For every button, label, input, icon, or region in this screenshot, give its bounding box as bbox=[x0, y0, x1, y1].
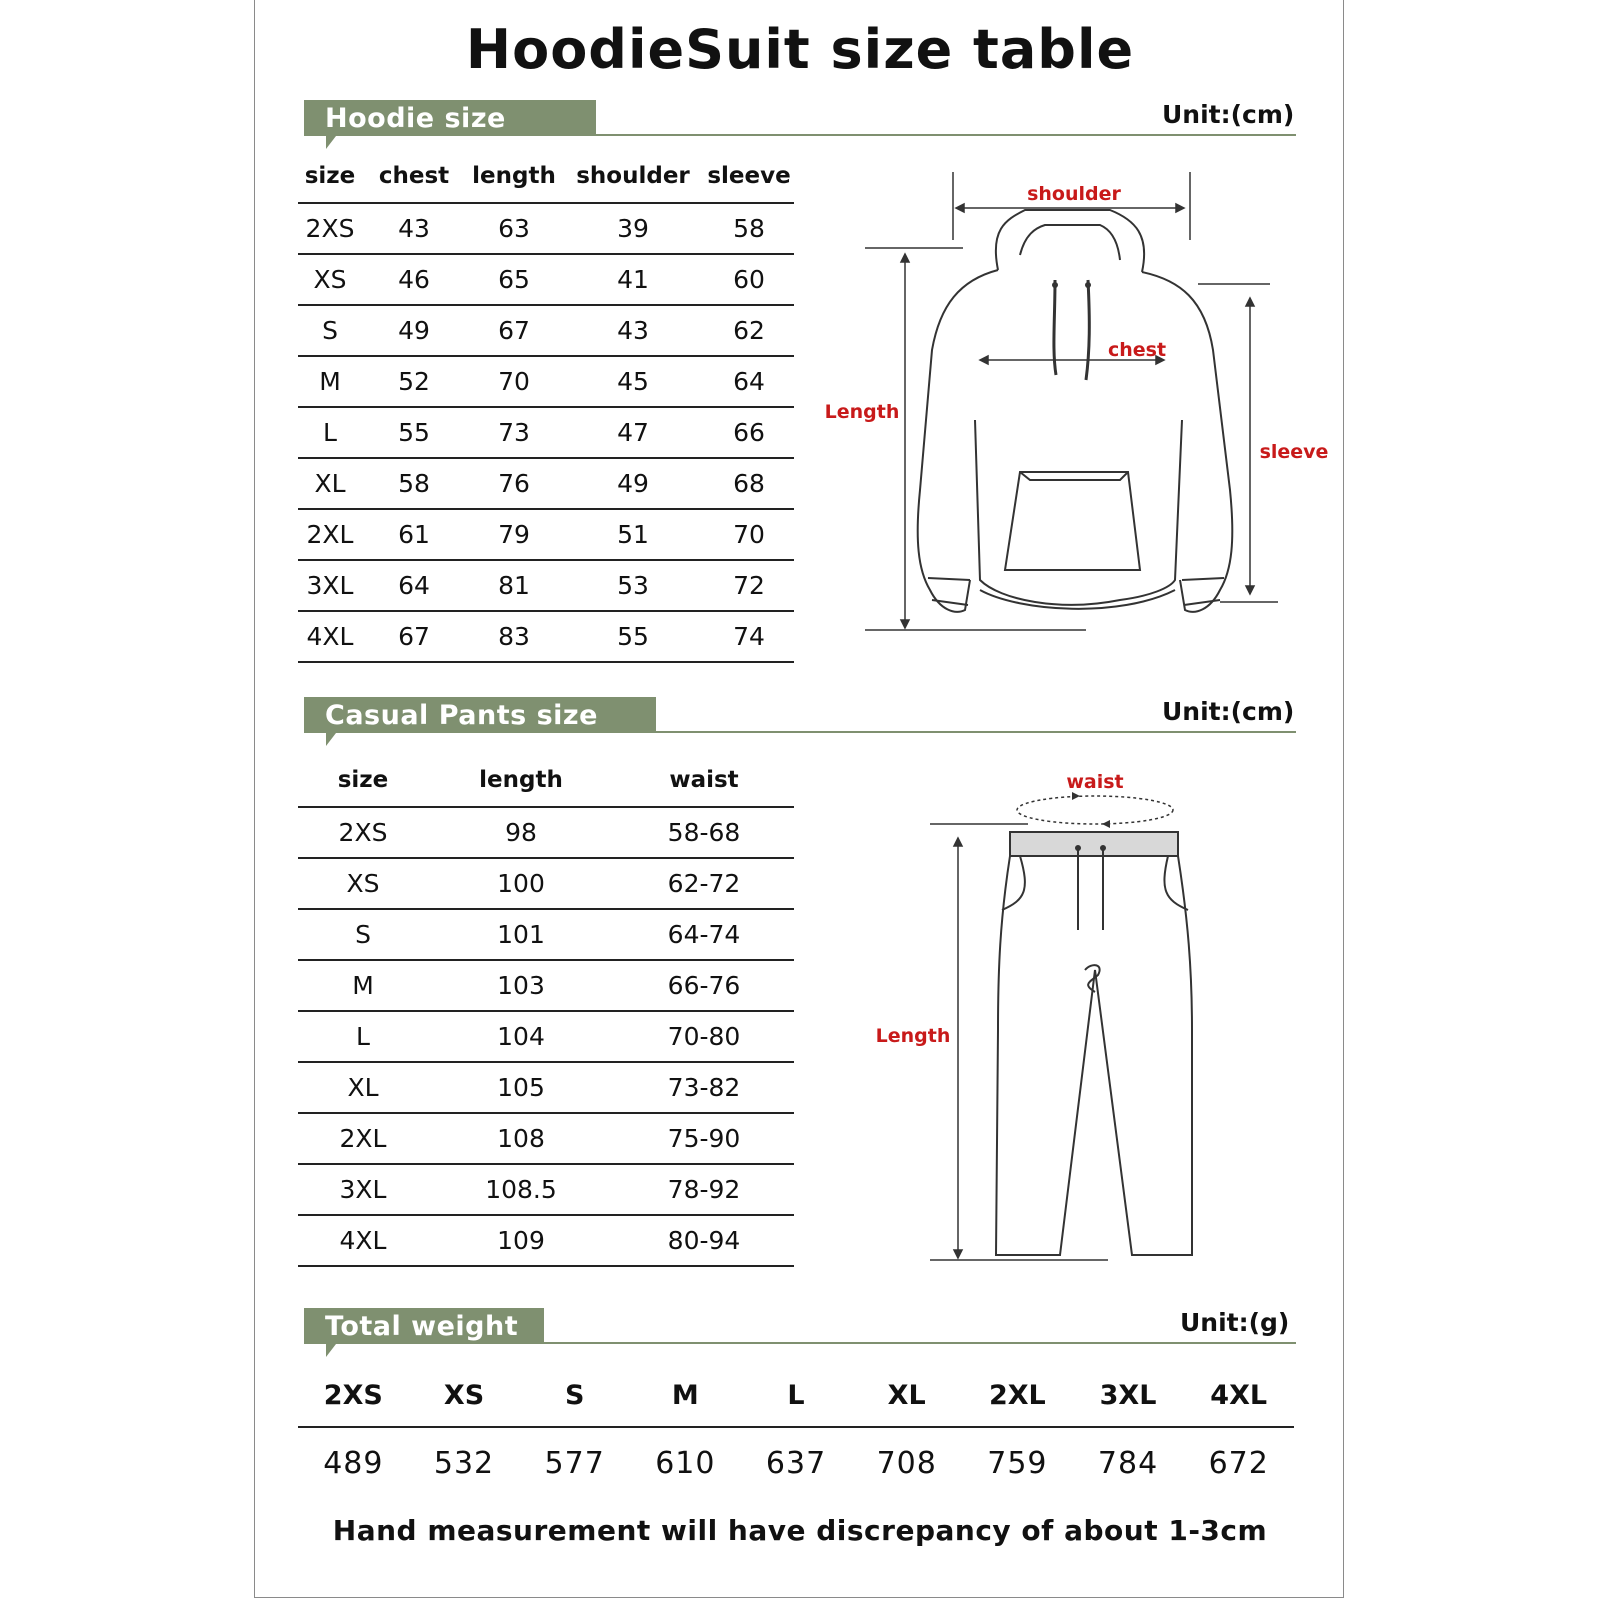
pants-section-rule bbox=[304, 731, 1296, 733]
hoodie-cell: 83 bbox=[466, 611, 562, 662]
hoodie-cell: 81 bbox=[466, 560, 562, 611]
hoodie-cell: 73 bbox=[466, 407, 562, 458]
hoodie-header-row bbox=[298, 150, 794, 203]
hoodie-cell: 49 bbox=[362, 305, 466, 356]
chest-label: chest bbox=[1107, 339, 1167, 361]
table-row bbox=[298, 458, 794, 509]
hoodie-cell: 43 bbox=[562, 305, 704, 356]
pants-section-label: Casual Pants size table bbox=[304, 697, 656, 733]
pants-unit: Unit:(cm) bbox=[1162, 697, 1295, 726]
hoodie-cell: 66 bbox=[704, 407, 794, 458]
pants-cell: 101 bbox=[428, 909, 614, 960]
pants-cell: 58-68 bbox=[614, 807, 794, 858]
table-row bbox=[298, 509, 794, 560]
weight-size-label: M bbox=[671, 1380, 699, 1411]
pants-diagram bbox=[870, 770, 1290, 1280]
weight-unit: Unit:(g) bbox=[1180, 1308, 1290, 1337]
hoodie-column-header: size bbox=[298, 150, 362, 203]
hoodie-section-label: Hoodie size table bbox=[304, 100, 596, 136]
pants-cell: 103 bbox=[428, 960, 614, 1011]
hoodie-cell: 4XL bbox=[298, 611, 362, 662]
hoodie-cell: 67 bbox=[466, 305, 562, 356]
pants-cell: S bbox=[298, 909, 428, 960]
hoodie-cell: 49 bbox=[562, 458, 704, 509]
hoodie-cell: 53 bbox=[562, 560, 704, 611]
hoodie-section-rule bbox=[304, 134, 1296, 136]
weight-size-row bbox=[298, 1370, 1294, 1426]
pants-cell: 105 bbox=[428, 1062, 614, 1113]
hoodie-cell: XS bbox=[298, 254, 362, 305]
weight-table bbox=[298, 1370, 1294, 1492]
pants-cell: 66-76 bbox=[614, 960, 794, 1011]
table-row bbox=[298, 611, 794, 662]
pants-length-label: Length bbox=[875, 1025, 951, 1047]
hoodie-cell: 43 bbox=[362, 203, 466, 254]
hoodie-cell: XL bbox=[298, 458, 362, 509]
pants-column-header: size bbox=[298, 754, 428, 807]
weight-value-row bbox=[298, 1428, 1294, 1492]
pants-column-header: waist bbox=[614, 754, 794, 807]
weight-value: 610 bbox=[655, 1446, 716, 1481]
hoodie-cell: 58 bbox=[704, 203, 794, 254]
hoodie-cell: L bbox=[298, 407, 362, 458]
table-row bbox=[298, 1062, 794, 1113]
weight-section-rule bbox=[304, 1342, 1296, 1344]
measurement-note: Hand measurement will have discrepancy of about 1-3cm bbox=[332, 1514, 1268, 1547]
table-row bbox=[298, 1113, 794, 1164]
weight-value: 672 bbox=[1208, 1446, 1269, 1481]
weight-size-label: XL bbox=[887, 1380, 926, 1411]
pants-cell: 2XL bbox=[298, 1113, 428, 1164]
hoodie-cell: 63 bbox=[466, 203, 562, 254]
table-row bbox=[298, 858, 794, 909]
table-row bbox=[298, 356, 794, 407]
shoulder-label: shoulder bbox=[1027, 183, 1121, 205]
hoodie-size-table bbox=[298, 150, 794, 663]
pants-cell: M bbox=[298, 960, 428, 1011]
hoodie-cell: 62 bbox=[704, 305, 794, 356]
weight-value: 708 bbox=[876, 1446, 937, 1481]
hoodie-cell: 70 bbox=[466, 356, 562, 407]
hoodie-cell: 64 bbox=[362, 560, 466, 611]
hoodie-cell: 79 bbox=[466, 509, 562, 560]
table-row bbox=[298, 909, 794, 960]
hoodie-column-header: shoulder bbox=[562, 150, 704, 203]
hoodie-column-header: length bbox=[466, 150, 562, 203]
hoodie-cell: S bbox=[298, 305, 362, 356]
weight-size-label: L bbox=[787, 1380, 805, 1411]
hoodie-unit: Unit:(cm) bbox=[1162, 100, 1295, 129]
table-row bbox=[298, 203, 794, 254]
weight-value: 759 bbox=[987, 1446, 1048, 1481]
hoodie-cell: M bbox=[298, 356, 362, 407]
weight-size-label: S bbox=[564, 1380, 585, 1411]
hoodie-cell: 65 bbox=[466, 254, 562, 305]
hoodie-cell: 76 bbox=[466, 458, 562, 509]
hoodie-cell: 41 bbox=[562, 254, 704, 305]
hoodie-cell: 47 bbox=[562, 407, 704, 458]
hoodie-cell: 2XL bbox=[298, 509, 362, 560]
pants-cell: 109 bbox=[428, 1215, 614, 1266]
weight-size-label: 2XS bbox=[323, 1380, 383, 1411]
pants-cell: 62-72 bbox=[614, 858, 794, 909]
hoodie-column-header: chest bbox=[362, 150, 466, 203]
weight-section-label: Total weight bbox=[304, 1308, 544, 1344]
pants-cell: 3XL bbox=[298, 1164, 428, 1215]
pants-column-header: length bbox=[428, 754, 614, 807]
pants-cell: 2XS bbox=[298, 807, 428, 858]
pants-cell: 75-90 bbox=[614, 1113, 794, 1164]
hoodie-length-label: Length bbox=[824, 401, 900, 423]
pants-cell: L bbox=[298, 1011, 428, 1062]
weight-value: 784 bbox=[1097, 1446, 1159, 1481]
hoodie-cell: 51 bbox=[562, 509, 704, 560]
page-title: HoodieSuit size table bbox=[465, 18, 1135, 81]
pants-cell: 4XL bbox=[298, 1215, 428, 1266]
pants-cell: 108.5 bbox=[428, 1164, 614, 1215]
hoodie-cell: 67 bbox=[362, 611, 466, 662]
hoodie-cell: 60 bbox=[704, 254, 794, 305]
hoodie-cell: 72 bbox=[704, 560, 794, 611]
pants-cell: 104 bbox=[428, 1011, 614, 1062]
weight-value: 532 bbox=[433, 1446, 495, 1481]
table-row bbox=[298, 1164, 794, 1215]
hoodie-table-body bbox=[298, 150, 794, 662]
pants-cell: 64-74 bbox=[614, 909, 794, 960]
hoodie-cell: 55 bbox=[362, 407, 466, 458]
hoodie-cell: 68 bbox=[704, 458, 794, 509]
hoodie-diagram bbox=[820, 160, 1340, 660]
hoodie-cell: 58 bbox=[362, 458, 466, 509]
table-row bbox=[298, 254, 794, 305]
pants-table-body bbox=[298, 754, 794, 1266]
pants-cell: 78-92 bbox=[614, 1164, 794, 1215]
pants-cell: XL bbox=[298, 1062, 428, 1113]
hoodie-cell: 74 bbox=[704, 611, 794, 662]
weight-size-label: 4XL bbox=[1210, 1380, 1268, 1411]
pants-size-table bbox=[298, 754, 794, 1267]
hoodie-cell: 39 bbox=[562, 203, 704, 254]
table-row bbox=[298, 1011, 794, 1062]
weight-size-label: 3XL bbox=[1099, 1380, 1157, 1411]
table-row bbox=[298, 960, 794, 1011]
pants-cell: 73-82 bbox=[614, 1062, 794, 1113]
table-row bbox=[298, 1215, 794, 1266]
hoodie-cell: 64 bbox=[704, 356, 794, 407]
table-row bbox=[298, 407, 794, 458]
table-row bbox=[298, 305, 794, 356]
hoodie-cell: 2XS bbox=[298, 203, 362, 254]
pants-header-row bbox=[298, 754, 794, 807]
weight-size-label: XS bbox=[443, 1380, 485, 1411]
table-row bbox=[298, 807, 794, 858]
waist-label: waist bbox=[1066, 771, 1124, 793]
hoodie-cell: 45 bbox=[562, 356, 704, 407]
hoodie-cell: 46 bbox=[362, 254, 466, 305]
pants-cell: 80-94 bbox=[614, 1215, 794, 1266]
weight-value: 637 bbox=[765, 1446, 827, 1481]
hoodie-cell: 61 bbox=[362, 509, 466, 560]
pants-cell: 108 bbox=[428, 1113, 614, 1164]
sleeve-label: sleeve bbox=[1259, 441, 1329, 463]
pants-cell: 100 bbox=[428, 858, 614, 909]
weight-value: 489 bbox=[323, 1446, 384, 1481]
weight-size-label: 2XL bbox=[988, 1380, 1046, 1411]
table-row bbox=[298, 560, 794, 611]
weight-value: 577 bbox=[544, 1446, 605, 1481]
hoodie-cell: 70 bbox=[704, 509, 794, 560]
hoodie-cell: 55 bbox=[562, 611, 704, 662]
hoodie-cell: 3XL bbox=[298, 560, 362, 611]
hoodie-column-header: sleeve bbox=[704, 150, 794, 203]
pants-cell: 70-80 bbox=[614, 1011, 794, 1062]
pants-cell: 98 bbox=[428, 807, 614, 858]
hoodie-cell: 52 bbox=[362, 356, 466, 407]
pants-cell: XS bbox=[298, 858, 428, 909]
